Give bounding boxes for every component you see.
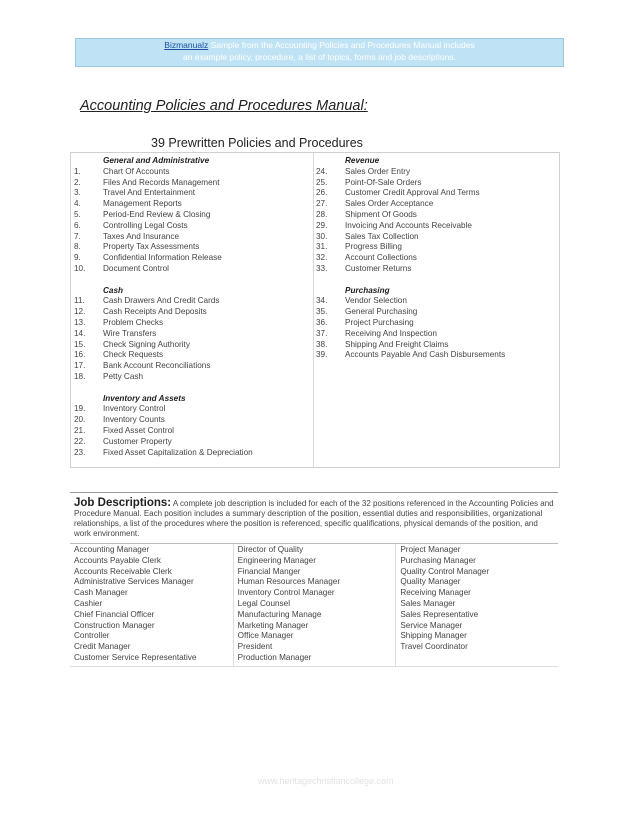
policy-number: 32. [316,253,328,263]
policies-table [70,152,560,468]
job-title-item: Credit Manager [74,642,131,652]
banner-line-2: an example policy, procedure, a list of topics, forms and job descriptions. [183,52,456,62]
policy-item [74,232,253,243]
job-title-column [395,544,558,666]
policy-item [74,188,253,199]
intro-banner [75,38,564,67]
policy-label: Petty Cash [103,371,144,381]
policy-item [316,221,505,232]
job-title-item: Quality Control Manager [400,566,490,576]
job-descriptions-title: Job Descriptions: [74,497,172,509]
banner-line-1: Sample from the Accounting Policies and Procedures Manual includes [208,40,475,50]
section-spacer [74,275,253,286]
job-title-column [70,544,233,666]
policy-item [74,329,253,340]
policy-section-heading: General and Administrative [103,156,210,165]
policy-item [74,415,253,426]
policies-right-column [316,156,505,361]
job-title-item: Accounts Receivable Clerk [74,566,172,576]
policy-item [74,340,253,351]
policy-item [316,296,505,307]
policy-number: 13. [74,317,86,327]
bizmanualz-link[interactable]: Bizmanualz [164,40,209,50]
policy-label: Management Reports [103,199,182,209]
policy-number: 6. [74,220,81,230]
job-title-item: Accounts Payable Clerk [74,555,161,565]
page-title: Accounting Policies and Procedures Manual: [80,98,368,114]
job-title-item: Travel Coordinator [400,642,468,652]
policy-item [74,404,253,415]
policy-number: 28. [316,209,328,219]
job-title-item: Production Manager [237,652,312,662]
job-title-item: Engineering Manager [237,555,316,565]
policy-label: Chart Of Accounts [103,166,170,176]
policy-number: 35. [316,307,328,317]
policy-label: Sales Order Entry [345,166,411,176]
policy-number: 27. [316,199,328,209]
policy-item [74,361,253,372]
policy-item [316,242,505,253]
policy-label: Receiving And Inspection [345,328,437,338]
policy-number: 29. [316,220,328,230]
policy-number: 22. [74,436,86,446]
job-title-item: Legal Counsel [237,598,291,608]
section-spacer [316,275,505,286]
policy-label: Accounts Payable And Cash Disbursements [345,350,506,360]
policy-number: 31. [316,242,328,252]
job-title-item: Sales Manager [400,598,456,608]
policy-number: 11. [74,296,85,306]
policy-item [74,307,253,318]
policy-item [74,199,253,210]
policy-label: Customer Property [103,436,172,446]
job-title-item: Construction Manager [74,620,155,630]
policy-item [74,210,253,221]
policy-item [316,350,505,361]
policy-section-heading: Inventory and Assets [103,393,186,403]
policy-number: 18. [74,371,86,381]
policy-item [74,178,253,189]
policy-number: 16. [74,350,86,360]
policy-number: 25. [316,177,328,187]
policy-item [316,232,505,243]
policy-item [74,426,253,437]
policy-item [316,253,505,264]
job-title-item: Human Resources Manager [237,577,341,587]
policy-label: Inventory Control [103,404,166,414]
policy-label: Check Requests [103,350,164,360]
policy-number: 1. [74,166,81,176]
policy-item [74,448,253,459]
policy-label: Customer Credit Approval And Terms [345,188,480,198]
policy-number: 8. [74,242,81,252]
policy-item [74,242,253,253]
policy-label: Taxes And Insurance [103,231,180,241]
policy-item [74,437,253,448]
policy-number: 20. [74,415,86,425]
policy-label: Inventory Counts [103,415,165,425]
job-title-item: Inventory Control Manager [237,588,335,598]
policy-number: 17. [74,361,86,371]
policy-label: Period-End Review & Closing [103,209,211,219]
policy-item [74,296,253,307]
policy-label: Shipping And Freight Claims [345,339,449,349]
policy-label: Travel And Entertainment [103,188,196,198]
job-title-item: Chief Financial Officer [74,609,155,619]
policy-number: 3. [74,188,81,198]
policy-item [74,318,253,329]
policy-label: Sales Tax Collection [345,231,419,241]
policy-label: Controlling Legal Costs [103,220,188,230]
policy-label: Fixed Asset Control [103,425,174,435]
policy-label: Wire Transfers [103,328,157,338]
policy-item [316,264,505,275]
policy-number: 19. [74,404,86,414]
job-title-item: Customer Service Representative [74,652,197,662]
job-title-item: Receiving Manager [400,588,471,598]
policy-number: 36. [316,317,328,327]
policy-number: 5. [74,209,81,219]
policy-number: 4. [74,199,81,209]
job-title-item: Service Manager [400,620,463,630]
policy-number: 10. [74,263,86,273]
section-spacer [74,383,253,394]
policy-label: Document Control [103,263,169,273]
policy-label: Progress Billing [345,242,402,252]
policy-label: Vendor Selection [345,296,407,306]
policy-number: 33. [316,263,328,273]
policy-label: Account Collections [345,253,417,263]
job-title-item: Purchasing Manager [400,555,476,565]
policy-number: 26. [316,188,328,198]
policy-label: Shipment Of Goods [345,209,417,219]
job-title-item: Sales Representative [400,609,479,619]
policy-number: 30. [316,231,328,241]
policy-section-heading: Purchasing [345,285,390,295]
policy-item [74,221,253,232]
policy-number: 12. [74,307,86,317]
job-title-item: Accounting Manager [74,545,150,554]
policy-item [74,167,253,178]
policy-number: 9. [74,253,81,263]
job-title-item: Director of Quality [237,545,304,554]
policy-label: Files And Records Management [103,177,220,187]
job-title-item: Cash Manager [74,588,128,598]
policy-item [316,318,505,329]
policy-number: 2. [74,177,81,187]
policy-label: Property Tax Assessments [103,242,200,252]
job-title-item: Administrative Services Manager [74,577,194,587]
policy-label: Check Signing Authority [103,339,190,349]
job-title-item: Marketing Manager [237,620,309,630]
policy-section-heading: Cash [103,285,124,295]
policy-item [74,372,253,383]
policy-label: Confidential Information Release [103,253,222,263]
policy-item [316,178,505,189]
policy-label: Customer Returns [345,263,412,273]
job-titles-grid [70,543,558,667]
policy-item [316,167,505,178]
job-descriptions-section [70,492,558,667]
policy-number: 15. [74,339,86,349]
policy-label: General Purchasing [345,307,418,317]
job-title-item: Office Manager [237,631,294,641]
policy-label: Cash Receipts And Deposits [103,307,207,317]
policy-item [74,264,253,275]
policy-label: Project Purchasing [345,317,414,327]
watermark: www.heritagechristiancollege.com [258,776,394,786]
policy-item [316,188,505,199]
policy-label: Fixed Asset Capitalization & Depreciation [103,447,253,457]
policy-item [316,199,505,210]
policy-label: Bank Account Reconciliations [103,361,211,371]
policy-number: 21. [74,425,86,435]
policy-item [316,340,505,351]
policy-number: 23. [74,447,86,457]
policies-subtitle: 39 Prewritten Policies and Procedures [151,136,363,150]
policy-item [316,307,505,318]
job-title-item: Cashier [74,598,103,608]
job-title-item: Controller [74,631,110,641]
policy-number: 39. [316,350,328,360]
policy-item [74,350,253,361]
job-descriptions-header [70,493,558,543]
policy-section-heading: Revenue [345,156,380,165]
job-title-item: Financial Manger [237,566,301,576]
policy-number: 14. [74,328,86,338]
policy-number: 7. [74,231,81,241]
policy-label: Cash Drawers And Credit Cards [103,296,220,306]
policies-left-column [74,156,253,458]
policy-number: 24. [316,166,328,176]
job-title-item: Shipping Manager [400,631,467,641]
job-title-item: Quality Manager [400,577,461,587]
policy-number: 38. [316,339,328,349]
job-title-item: Project Manager [400,545,461,554]
policy-label: Sales Order Acceptance [345,199,434,209]
job-title-item: Manufacturing Manage [237,609,322,619]
policy-number: 34. [316,296,328,306]
policy-item [316,329,505,340]
policy-number: 37. [316,328,328,338]
policy-item [74,253,253,264]
job-descriptions-intro: A complete job description is included for each of the 32 positions referenced in the Accounting Policies and Procedure Manual. Each position includes a summary description of the position, essential duties and responsibilities, organizational relationships, a list of the procedures where the position is referenced, specific qualifications, physical demands of the position, and work environment. [74,499,554,538]
policy-label: Point-Of-Sale Orders [345,177,422,187]
job-title-item: President [237,642,273,652]
job-title-column [233,544,396,666]
policy-label: Problem Checks [103,317,164,327]
policy-item [316,210,505,221]
policy-label: Invoicing And Accounts Receivable [345,220,472,230]
column-divider [313,153,314,467]
